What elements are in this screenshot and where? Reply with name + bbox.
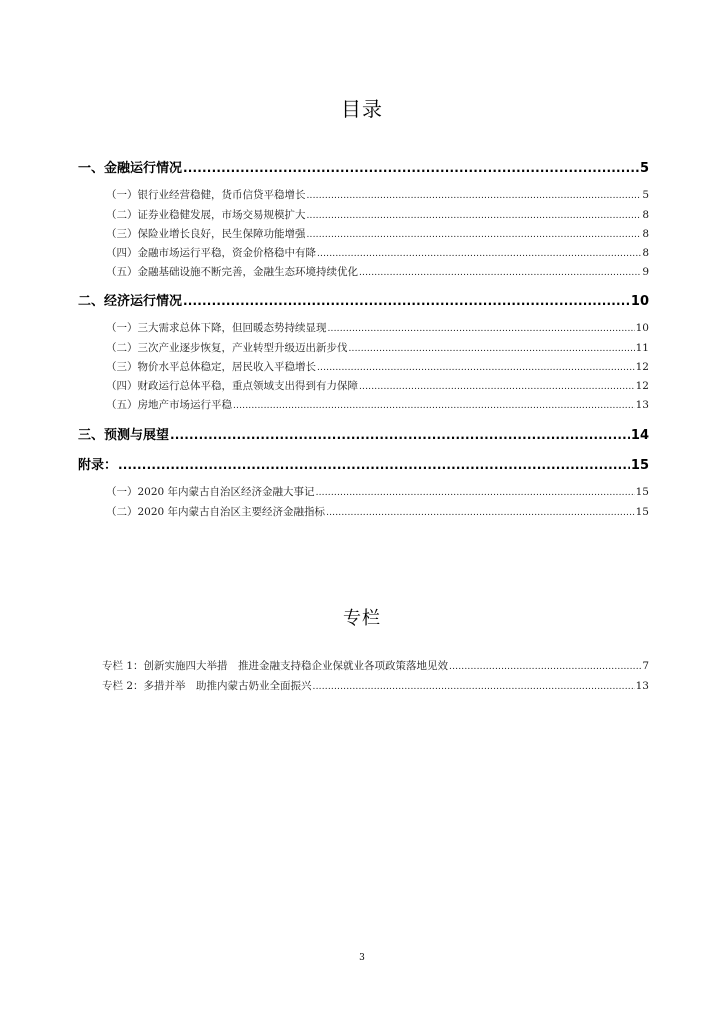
toc-entry-label: （一）2020 年内蒙古自治区经济金融大事记 [106, 486, 315, 498]
toc-title: 目录 [341, 97, 383, 121]
toc-entry-label: （四）金融市场运行平稳，资金价格稳中有降 [106, 247, 316, 259]
dot-leader [317, 247, 641, 259]
dot-leader [316, 486, 635, 498]
toc-entry-1-1[interactable] [106, 187, 649, 202]
dot-leader [349, 342, 635, 354]
dot-leader [328, 322, 635, 334]
toc-entry-2-4[interactable] [106, 378, 649, 393]
toc-entry-section-1[interactable] [78, 157, 649, 175]
dot-leader [359, 266, 641, 278]
toc-entry-section-2[interactable] [78, 290, 649, 308]
toc-entry-label: （一）银行业经营稳健，货币信贷平稳增长 [106, 189, 306, 201]
page-number: 3 [359, 953, 365, 963]
toc-entry-label: （二）2020 年内蒙古自治区主要经济金融指标 [106, 506, 326, 518]
dot-leader [183, 294, 630, 309]
toc-entry-page: 15 [635, 486, 649, 498]
column-entry-2[interactable] [102, 678, 649, 693]
toc-entry-page: 12 [635, 361, 649, 373]
toc-entry-label: 二、经济运行情况 [78, 294, 183, 309]
toc-entry-label: 三、预测与展望 [78, 428, 170, 443]
dot-leader [326, 506, 635, 518]
toc-entry-page: 10 [635, 322, 649, 334]
dot-leader [313, 680, 635, 692]
toc-entry-page: 5 [639, 161, 649, 176]
dot-leader [317, 361, 635, 373]
toc-entry-2-5[interactable] [106, 397, 649, 412]
toc-entry-1-3[interactable] [106, 226, 649, 241]
dot-leader [183, 161, 639, 176]
toc-entry-page: 9 [642, 266, 649, 278]
toc-entry-label: （三）保险业增长良好，民生保障功能增强 [106, 228, 306, 240]
toc-entry-section-3[interactable] [78, 424, 649, 442]
dot-leader [449, 660, 641, 672]
dot-leader [307, 228, 642, 240]
toc-entry-label: 附录： [78, 458, 118, 473]
toc-entry-1-2[interactable] [106, 207, 649, 222]
toc-entry-label: （二）三次产业逐步恢复，产业转型升级迈出新步伐 [106, 342, 348, 354]
toc-entry-page: 14 [630, 428, 649, 443]
toc-entry-appendix-2[interactable] [106, 504, 649, 519]
toc-entry-label: （四）财政运行总体平稳，重点领域支出得到有力保障 [106, 380, 358, 392]
toc-entry-label: （五）房地产市场运行平稳 [106, 399, 232, 411]
column-entry-page: 13 [635, 680, 649, 692]
dot-leader [170, 428, 630, 443]
toc-entry-1-5[interactable] [106, 264, 649, 279]
toc-entry-label: 一、金融运行情况 [78, 161, 183, 176]
dot-leader [307, 189, 642, 201]
dot-leader [307, 209, 642, 221]
toc-entry-page: 10 [630, 294, 649, 309]
toc-entry-label: （三）物价水平总体稳定，居民收入平稳增长 [106, 361, 316, 373]
column-entry-label: 专栏 2：多措并举 助推内蒙古奶业全面振兴 [102, 680, 312, 692]
columns-title: 专栏 [343, 608, 381, 629]
toc-entry-page: 15 [635, 506, 649, 518]
toc-entry-2-2[interactable] [106, 340, 649, 355]
toc-entry-2-1[interactable] [106, 320, 649, 335]
toc-entry-label: （一）三大需求总体下降，但回暖态势持续显现 [106, 322, 327, 334]
toc-entry-page: 8 [642, 247, 649, 259]
toc-entry-page: 8 [642, 209, 649, 221]
toc-entry-page: 13 [635, 399, 649, 411]
toc-entry-page: 15 [630, 458, 649, 473]
dot-leader [233, 399, 635, 411]
column-entry-label: 专栏 1：创新实施四大举措 推进金融支持稳企业保就业各项政策落地见效 [102, 660, 449, 672]
toc-entry-page: 5 [642, 189, 649, 201]
toc-entry-1-4[interactable] [106, 245, 649, 260]
toc-entry-appendix-1[interactable] [106, 484, 649, 499]
column-entry-1[interactable] [102, 658, 649, 673]
dot-leader [359, 380, 635, 392]
toc-entry-2-3[interactable] [106, 359, 649, 374]
toc-entry-label: （二）证券业稳健发展，市场交易规模扩大 [106, 209, 306, 221]
toc-entry-label: （五）金融基础设施不断完善，金融生态环境持续优化 [106, 266, 358, 278]
column-entry-page: 7 [642, 660, 649, 672]
dot-leader [118, 458, 630, 473]
toc-entry-page: 11 [635, 342, 649, 354]
toc-entry-page: 8 [642, 228, 649, 240]
toc-entry-page: 12 [635, 380, 649, 392]
toc-entry-appendix[interactable] [78, 454, 649, 472]
